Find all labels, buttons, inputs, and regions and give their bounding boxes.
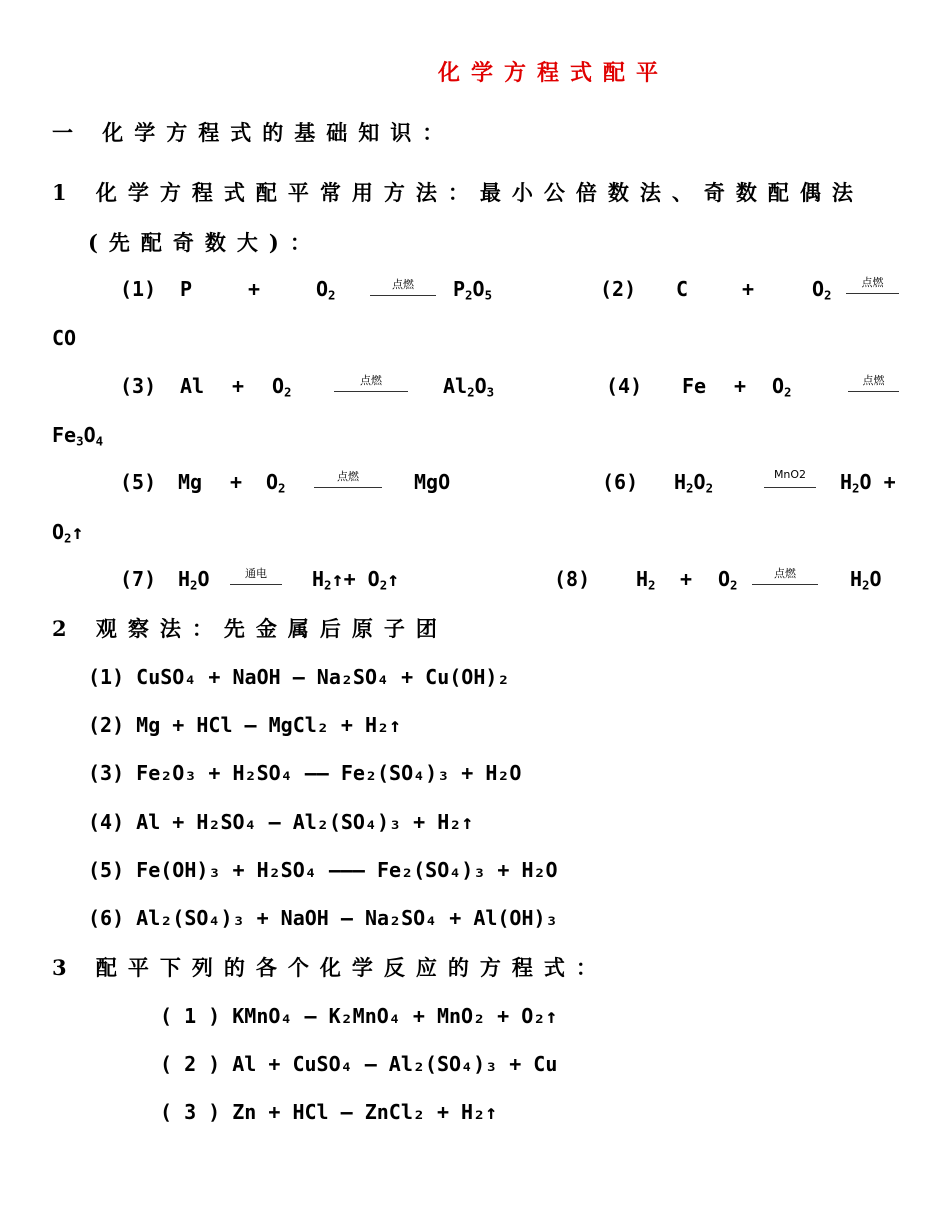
equation-7-number: (7) <box>120 567 157 591</box>
observation-equation-4: (4) Al + H₂SO₄ — Al₂(SO₄)₃ + H₂↑ <box>88 810 474 834</box>
reaction-condition-arrow: 点燃 <box>314 468 382 488</box>
reaction-condition-arrow: 点燃 <box>370 276 436 296</box>
observation-equation-3: (3) Fe₂O₃ + H₂SO₄ —— Fe₂(SO₄)₃ + H₂O <box>88 761 522 785</box>
plus-sign: + <box>680 567 693 591</box>
section-heading-basics: 一 化学方程式的基础知识： <box>52 120 455 145</box>
equation-3-number: (3) <box>120 374 157 398</box>
equation-6-reactant: $H_2O_2$ <box>674 470 714 496</box>
exercise-equation-2: ( 2 ) Al + CuSO₄ — Al₂(SO₄)₃ + Cu <box>160 1052 558 1076</box>
equation-2-number: (2) <box>600 277 637 301</box>
section-heading-observation: 2 观察法：先金属后原子团 <box>52 616 448 641</box>
equation-8-number: (8) <box>554 567 591 591</box>
reaction-condition-arrow: MnO2 <box>764 468 816 488</box>
equation-8-oxygen: $O_2$ <box>718 567 738 593</box>
equation-4-product: $Fe_3O_4$ <box>52 423 104 449</box>
plus-sign: + <box>230 470 243 494</box>
equation-4-reactant: Fe <box>682 374 707 398</box>
observation-equation-1: (1) CuSO₄ + NaOH — Na₂SO₄ + Cu(OH)₂ <box>88 665 510 689</box>
equation-5-reactant: Mg <box>178 470 203 494</box>
equation-1-oxygen: $O_2$ <box>316 277 336 303</box>
section-heading-methods: 1 化学方程式配平常用方法：最小公倍数法、奇数配偶法 <box>52 180 864 205</box>
exercise-equation-3: ( 3 ) Zn + HCl — ZnCl₂ + H₂↑ <box>160 1100 498 1124</box>
plus-sign: + <box>734 374 747 398</box>
equation-3-reactant: Al <box>180 374 205 398</box>
plus-sign: + <box>742 277 755 301</box>
equation-1-number: (1) <box>120 277 157 301</box>
observation-equation-2: (2) Mg + HCl — MgCl₂ + H₂↑ <box>88 713 402 737</box>
equation-1-product: $P_2O_5$ <box>453 277 493 303</box>
plus-sign: + <box>232 374 245 398</box>
observation-equation-6: (6) Al₂(SO₄)₃ + NaOH — Na₂SO₄ + Al(OH)₃ <box>88 906 558 930</box>
equation-3-product: $Al_2O_3$ <box>443 374 495 400</box>
section-heading-methods-note: (先配奇数大)： <box>88 230 322 255</box>
observation-equation-5: (5) Fe(OH)₃ + H₂SO₄ ——— Fe₂(SO₄)₃ + H₂O <box>88 858 558 882</box>
equation-3-oxygen: $O_2$ <box>272 374 292 400</box>
page-title: 化学方程式配平 <box>438 60 670 86</box>
equation-1-reactant: P <box>180 277 193 301</box>
equation-4-oxygen: $O_2$ <box>772 374 792 400</box>
equation-8-reactant: $H_2$ <box>636 567 656 593</box>
reaction-condition-arrow: 通电 <box>230 565 282 585</box>
equation-2-oxygen: $O_2$ <box>812 277 832 303</box>
plus-sign: + <box>248 277 261 301</box>
equation-2-product: CO <box>52 326 77 350</box>
equation-4-number: (4) <box>606 374 643 398</box>
equation-6-product: $H_2O$ + <box>840 470 896 496</box>
equation-5-oxygen: $O_2$ <box>266 470 286 496</box>
equation-5-product: MgO <box>414 470 451 494</box>
reaction-condition-arrow: 点燃 <box>334 372 408 392</box>
reaction-condition-arrow: 点燃 <box>848 372 899 392</box>
section-heading-exercises: 3 配平下列的各个化学反应的方程式： <box>52 955 608 980</box>
equation-6-number: (6) <box>602 470 639 494</box>
reaction-condition-arrow: 点燃 <box>752 565 818 585</box>
equation-8-product: $H_2O$ <box>850 567 882 593</box>
equation-2-reactant: C <box>676 277 689 301</box>
equation-6-product-oxygen: $O_2↑$ <box>52 520 84 546</box>
equation-7-reactant: $H_2O$ <box>178 567 210 593</box>
equation-5-number: (5) <box>120 470 157 494</box>
equation-7-product: $H_2↑+$ $O_2↑$ <box>312 567 400 593</box>
exercise-equation-1: ( 1 ) KMnO₄ — K₂MnO₄ + MnO₂ + O₂↑ <box>160 1004 558 1028</box>
reaction-condition-arrow: 点燃 <box>846 274 899 294</box>
